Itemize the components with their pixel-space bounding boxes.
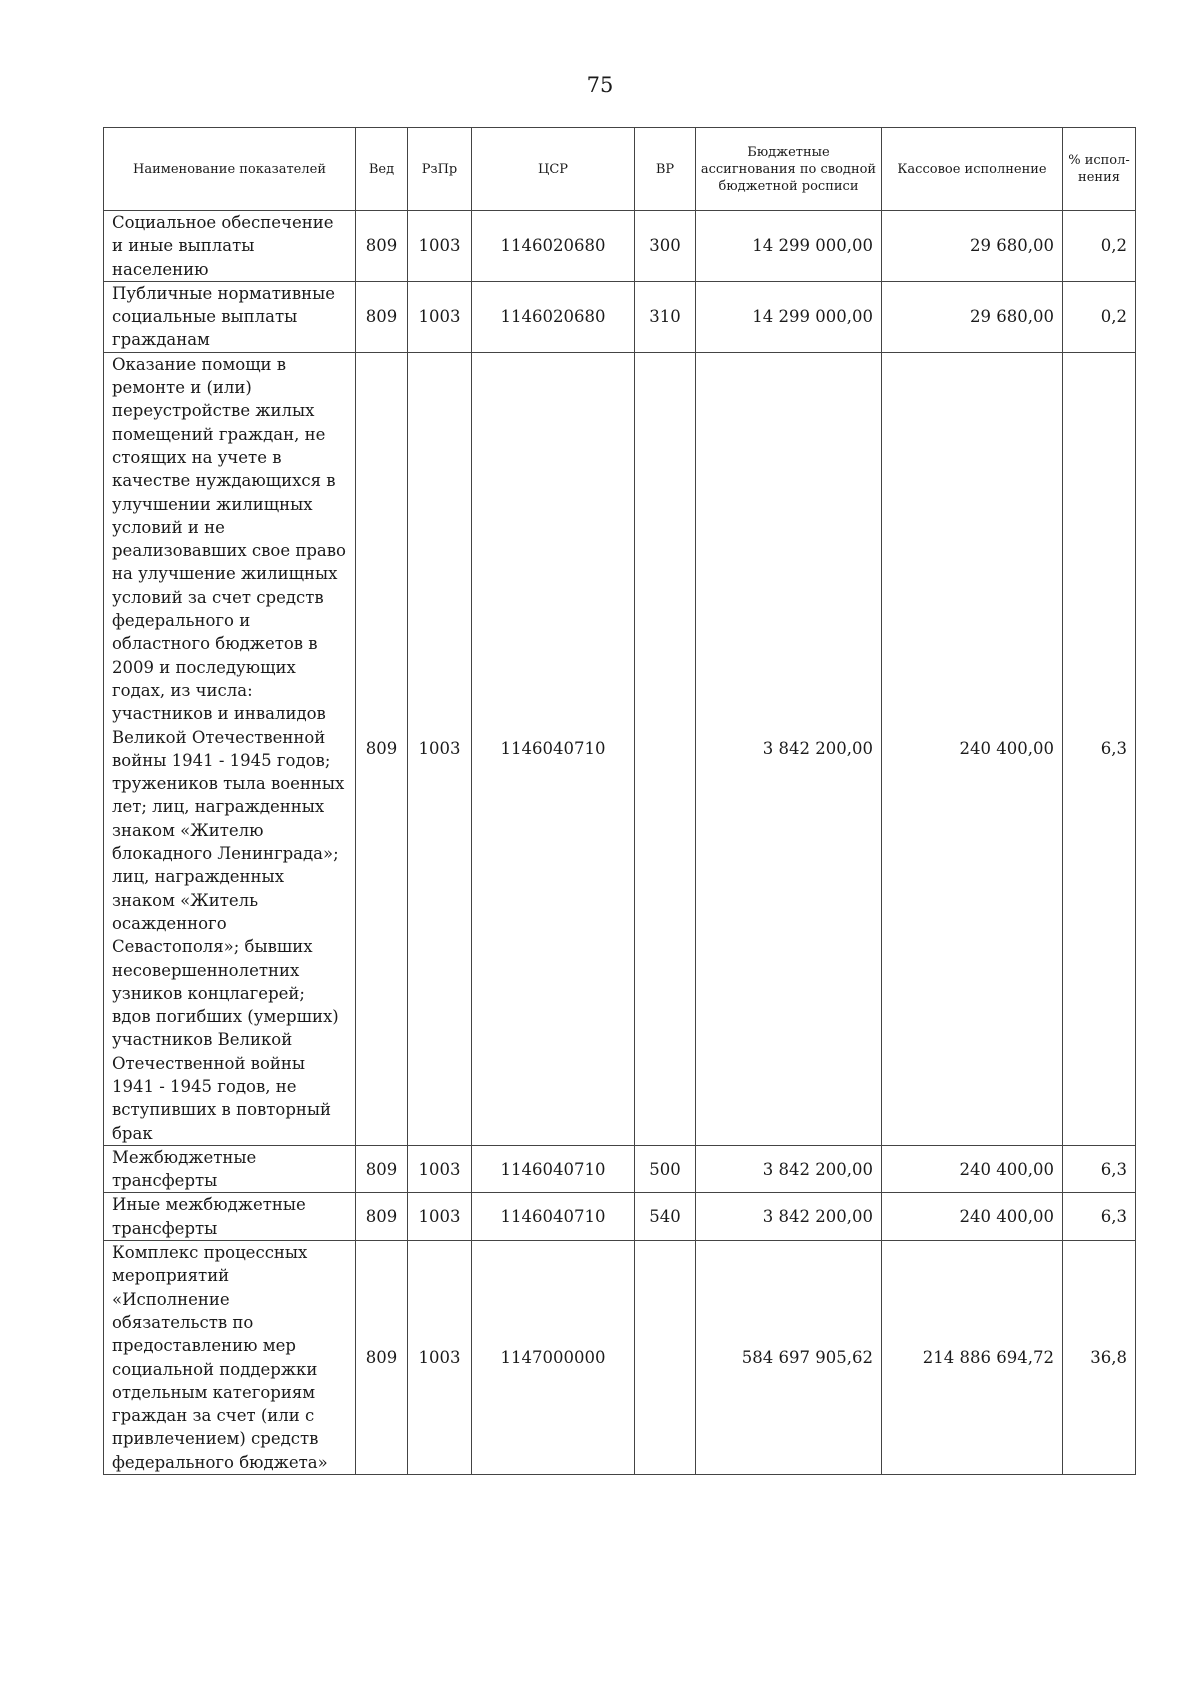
page-number: 75	[586, 73, 614, 97]
table-row	[104, 211, 1136, 282]
row-pct: 6,3	[1063, 352, 1136, 1145]
table-row	[104, 281, 1136, 352]
row-csr: 1146020680	[472, 211, 635, 282]
row-rzpr: 1003	[408, 281, 472, 352]
row-cash: 29 680,00	[882, 211, 1063, 282]
table-row	[104, 1145, 1136, 1193]
row-rzpr: 1003	[408, 1193, 472, 1241]
header-rzpr: РзПр	[408, 128, 472, 211]
row-name: Социальное обеспечение и иные выплаты населению	[104, 211, 356, 282]
row-cash: 240 400,00	[882, 1193, 1063, 1241]
row-ved: 809	[356, 1193, 408, 1241]
row-name: Межбюджетные трансферты	[104, 1145, 356, 1193]
row-pct: 6,3	[1063, 1145, 1136, 1193]
row-cash: 29 680,00	[882, 281, 1063, 352]
row-budget: 3 842 200,00	[696, 1193, 882, 1241]
table-row	[104, 1193, 1136, 1241]
row-ved: 809	[356, 281, 408, 352]
row-csr: 1146040710	[472, 1193, 635, 1241]
header-vr: ВР	[635, 128, 696, 211]
header-row	[104, 128, 1136, 211]
row-vr	[635, 1241, 696, 1475]
row-ved: 809	[356, 1145, 408, 1193]
row-csr: 1146040710	[472, 1145, 635, 1193]
row-rzpr: 1003	[408, 352, 472, 1145]
row-csr: 1147000000	[472, 1241, 635, 1475]
row-ved: 809	[356, 211, 408, 282]
row-csr: 1146020680	[472, 281, 635, 352]
header-budget: Бюджетные ассигнования по сводной бюджетной росписи	[696, 128, 882, 211]
row-pct: 0,2	[1063, 281, 1136, 352]
row-pct: 0,2	[1063, 211, 1136, 282]
row-pct: 36,8	[1063, 1241, 1136, 1475]
header-name: Наименование показателей	[104, 128, 356, 211]
row-rzpr: 1003	[408, 1145, 472, 1193]
row-name: Публичные нормативные социальные выплаты гражданам	[104, 281, 356, 352]
row-vr: 310	[635, 281, 696, 352]
row-cash: 214 886 694,72	[882, 1241, 1063, 1475]
row-budget: 3 842 200,00	[696, 352, 882, 1145]
table-row	[104, 352, 1136, 1145]
row-csr: 1146040710	[472, 352, 635, 1145]
row-budget: 584 697 905,62	[696, 1241, 882, 1475]
row-rzpr: 1003	[408, 1241, 472, 1475]
row-name: Комплекс процессных мероприятий «Исполнение обязательств по предоставлению мер социальной поддержки отдельным категориям граждан за счет (или с привлечением) средств федерального бюджета»	[104, 1241, 356, 1475]
row-budget: 14 299 000,00	[696, 281, 882, 352]
row-vr	[635, 352, 696, 1145]
row-pct: 6,3	[1063, 1193, 1136, 1241]
row-vr: 300	[635, 211, 696, 282]
row-vr: 540	[635, 1193, 696, 1241]
row-ved: 809	[356, 1241, 408, 1475]
table-row	[104, 1241, 1136, 1475]
row-budget: 14 299 000,00	[696, 211, 882, 282]
row-rzpr: 1003	[408, 211, 472, 282]
header-cash: Кассовое исполнение	[882, 128, 1063, 211]
budget-execution-table	[103, 127, 1136, 1475]
header-ved: Вед	[356, 128, 408, 211]
header-pct: % испол-нения	[1063, 128, 1136, 211]
row-name: Оказание помощи в ремонте и (или) переустройстве жилых помещений граждан, не стоящих на учете в качестве нуждающихся в улучшении жилищных условий и не реализовавших свое право на улучшение жилищных условий за счет средств федерального и областного бюджетов в 2009 и последующих годах, из числа: участников и инвалидов Великой Отечественной войны 1941 - 1945 годов; тружеников тыла военных лет; лиц, награжденных знаком «Жителю блокадного Ленинграда»; лиц, награжденных знаком «Житель осажденного Севастополя»; бывших несовершеннолетних узников концлагерей; вдов погибших (умерших) участников Великой Отечественной войны 1941 - 1945 годов, не вступивших в повторный брак	[104, 352, 356, 1145]
row-ved: 809	[356, 352, 408, 1145]
header-csr: ЦСР	[472, 128, 635, 211]
row-cash: 240 400,00	[882, 352, 1063, 1145]
row-name: Иные межбюджетные трансферты	[104, 1193, 356, 1241]
row-cash: 240 400,00	[882, 1145, 1063, 1193]
row-vr: 500	[635, 1145, 696, 1193]
row-budget: 3 842 200,00	[696, 1145, 882, 1193]
